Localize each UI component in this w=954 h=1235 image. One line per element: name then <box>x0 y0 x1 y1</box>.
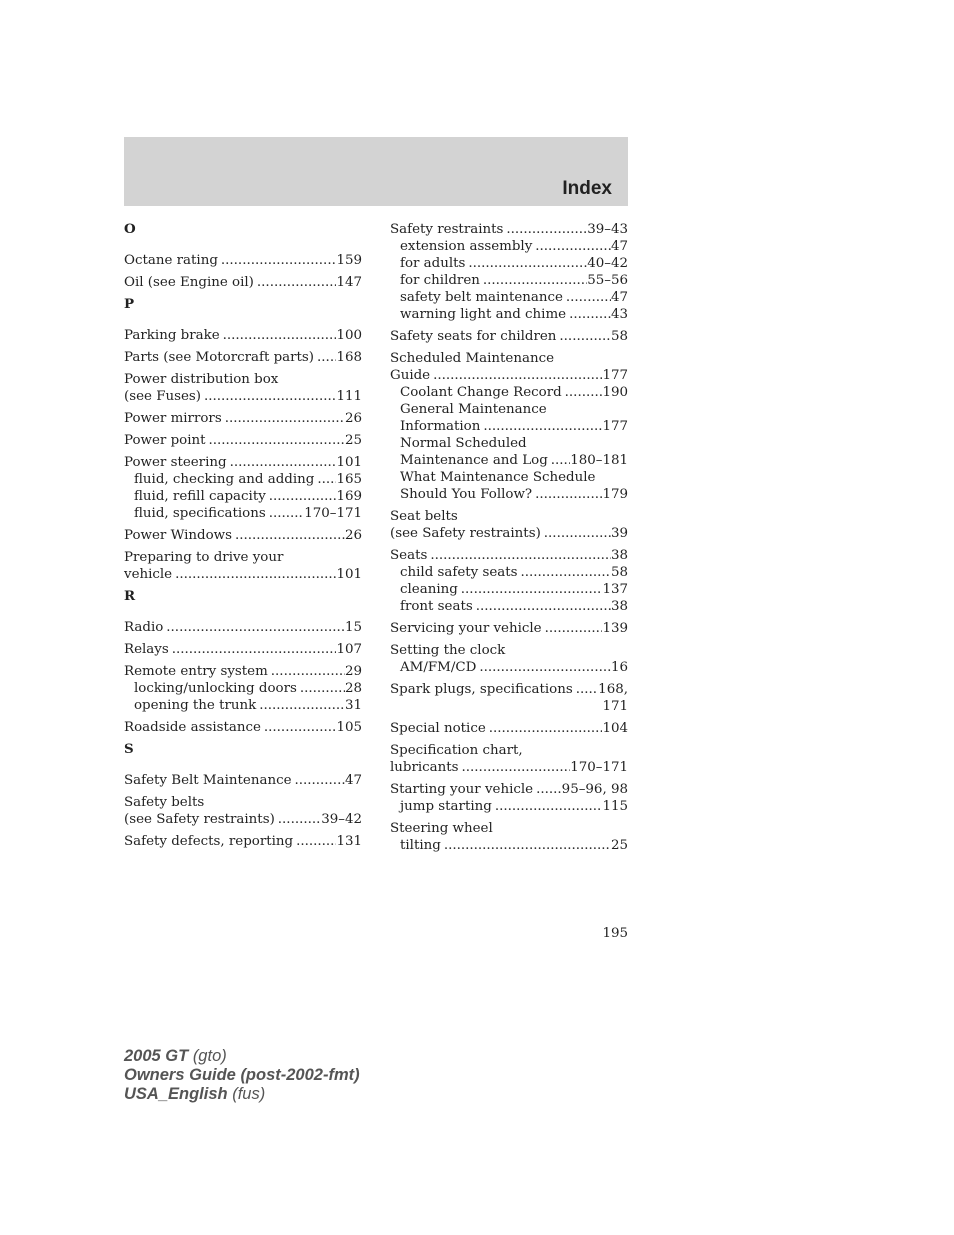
index-subentry-line <box>390 486 628 503</box>
dot-leader <box>264 719 337 736</box>
index-page-ref: 31 <box>344 698 362 713</box>
index-term: AM/FM/CD <box>400 660 477 675</box>
index-subentry-line <box>390 255 628 272</box>
index-page-ref: 47 <box>344 773 362 788</box>
dot-leader <box>495 798 603 815</box>
index-page-ref: 180–181 <box>570 453 628 468</box>
dot-leader <box>536 781 562 798</box>
index-subentry-line <box>390 581 628 598</box>
index-term: fluid, refill capacity <box>134 489 266 504</box>
index-term: Remote entry system <box>124 664 268 679</box>
index-term: vehicle <box>124 567 173 582</box>
index-page-ref: 171 <box>602 699 628 714</box>
index-entry <box>124 349 362 366</box>
index-term: (see Fuses) <box>124 389 202 404</box>
dot-leader <box>535 238 611 255</box>
index-term: jump starting <box>400 799 492 814</box>
index-term: Safety Belt Maintenance <box>124 773 292 788</box>
index-entry <box>124 772 362 789</box>
dot-leader <box>551 452 570 469</box>
dot-leader <box>175 566 336 583</box>
index-subentry-line <box>390 435 628 452</box>
index-entry-line <box>124 619 362 636</box>
index-page-ref: 115 <box>602 799 628 814</box>
index-page-ref: 39 <box>610 526 628 541</box>
index-page-ref: 101 <box>336 567 362 582</box>
index-entry <box>390 221 628 323</box>
index-subentry-line <box>390 384 628 401</box>
index-subentry-line <box>390 564 628 581</box>
index-page-ref: 28 <box>344 681 362 696</box>
index-page-ref: 168, <box>598 682 628 697</box>
index-entry-line <box>390 350 628 367</box>
index-page-ref: 16 <box>610 660 628 675</box>
index-entry-line <box>124 549 362 566</box>
index-page-ref: 177 <box>602 419 628 434</box>
index-term: Power steering <box>124 455 227 470</box>
index-term: (see Safety restraints) <box>124 812 275 827</box>
dot-leader <box>544 525 611 542</box>
index-term: extension assembly <box>400 239 533 254</box>
index-page-ref: 131 <box>336 834 362 849</box>
index-entry <box>390 350 628 503</box>
index-entry-line <box>390 642 628 659</box>
index-subentry-line <box>390 401 628 418</box>
footer-line-1: 2005 GT (gto) <box>124 1047 227 1065</box>
index-entry <box>124 410 362 427</box>
dot-leader <box>489 720 603 737</box>
index-term: lubricants <box>390 760 459 775</box>
index-subentry-line <box>390 659 628 676</box>
dot-leader <box>430 547 611 564</box>
index-entry-line <box>124 566 362 583</box>
index-term: cleaning <box>400 582 458 597</box>
index-page-ref: 169 <box>336 489 362 504</box>
index-page-ref: 105 <box>336 720 362 735</box>
index-term: Guide <box>390 368 431 383</box>
index-entry-line <box>390 508 628 525</box>
index-term: warning light and chime <box>400 307 567 322</box>
index-term: fluid, checking and adding <box>134 472 315 487</box>
index-subentry-line <box>390 837 628 854</box>
dot-leader <box>444 837 611 854</box>
index-subentry-line <box>390 238 628 255</box>
index-letter-heading: R <box>124 588 136 604</box>
index-page-ref: 100 <box>336 328 362 343</box>
index-term: Specification chart, <box>390 743 523 758</box>
index-term: Starting your vehicle <box>390 782 534 797</box>
index-term: General Maintenance <box>400 402 547 417</box>
index-page-ref: 15 <box>344 620 362 635</box>
index-entry <box>390 681 628 715</box>
index-entry-line <box>390 781 628 798</box>
dot-leader <box>295 772 345 789</box>
index-entry <box>390 720 628 737</box>
index-page-ref: 139 <box>602 621 628 636</box>
dot-leader <box>468 255 587 272</box>
index-term: Seats <box>390 548 428 563</box>
index-entry-line <box>124 811 362 828</box>
index-entry-line <box>390 525 628 542</box>
index-entry-line <box>390 221 628 238</box>
index-page-ref: 95–96, 98 <box>561 782 628 797</box>
dot-leader <box>476 598 611 615</box>
index-entry-line <box>390 742 628 759</box>
index-entry-line <box>124 410 362 427</box>
index-page-ref: 25 <box>344 433 362 448</box>
dot-leader <box>296 833 336 850</box>
index-entry <box>124 454 362 522</box>
dot-leader <box>565 384 603 401</box>
index-entry <box>390 742 628 776</box>
page-number: 195 <box>602 926 628 941</box>
index-entry-line <box>390 547 628 564</box>
index-entry-line <box>124 327 362 344</box>
index-entry <box>124 549 362 583</box>
index-page-ref: 40–42 <box>587 256 628 271</box>
index-entry-line <box>124 349 362 366</box>
index-subentry-line <box>390 289 628 306</box>
index-entry <box>390 820 628 854</box>
index-term: Power mirrors <box>124 411 222 426</box>
index-entry-line <box>390 720 628 737</box>
index-entry-line <box>124 719 362 736</box>
index-page-ref: 111 <box>336 389 362 404</box>
index-page-ref: 39–43 <box>587 222 628 237</box>
index-column-left <box>124 221 362 855</box>
dot-leader <box>483 418 602 435</box>
index-term: opening the trunk <box>134 698 257 713</box>
index-letter-heading: O <box>124 221 136 237</box>
dot-leader <box>521 564 611 581</box>
index-term: safety belt maintenance <box>400 290 563 305</box>
index-entry <box>390 620 628 637</box>
dot-leader <box>278 811 321 828</box>
index-entry <box>124 619 362 636</box>
index-entry <box>390 328 628 345</box>
index-entry <box>390 781 628 815</box>
index-entry-line <box>390 367 628 384</box>
index-entry <box>390 642 628 676</box>
index-term: Maintenance and Log <box>400 453 548 468</box>
index-entry-line <box>124 527 362 544</box>
index-page-ref: 38 <box>610 599 628 614</box>
index-term: Should You Follow? <box>400 487 533 502</box>
index-page-ref: 101 <box>336 455 362 470</box>
index-term: Normal Scheduled <box>400 436 527 451</box>
index-entry-line <box>390 820 628 837</box>
index-term: Coolant Change Record <box>400 385 562 400</box>
index-letter-heading: P <box>124 296 135 312</box>
footer-line-2: Owners Guide (post-2002-fmt) <box>124 1066 360 1084</box>
dot-leader <box>317 349 336 366</box>
index-page-ref: 55–56 <box>587 273 628 288</box>
index-page-ref: 170–171 <box>570 760 628 775</box>
index-page-ref: 58 <box>610 565 628 580</box>
index-entry <box>124 794 362 828</box>
index-page-ref: 137 <box>602 582 628 597</box>
index-subentry-line <box>124 488 362 505</box>
section-title: Index <box>562 178 612 199</box>
index-entry-line <box>124 252 362 269</box>
index-entry <box>124 371 362 405</box>
index-entry-line <box>124 432 362 449</box>
index-term: Power point <box>124 433 206 448</box>
index-entry-line <box>124 663 362 680</box>
dot-leader <box>259 697 345 714</box>
dot-leader <box>230 454 337 471</box>
index-entry <box>390 547 628 615</box>
index-entry-line <box>390 681 628 698</box>
dot-leader <box>569 306 611 323</box>
index-term: Preparing to drive your <box>124 550 284 565</box>
index-term: Setting the clock <box>390 643 506 658</box>
index-entry <box>124 719 362 736</box>
index-term: Relays <box>124 642 169 657</box>
index-page-ref: 147 <box>336 275 362 290</box>
index-term: Power Windows <box>124 528 232 543</box>
index-term: child safety seats <box>400 565 518 580</box>
dot-leader <box>576 681 598 698</box>
index-term: Scheduled Maintenance <box>390 351 555 366</box>
index-entry <box>124 833 362 850</box>
index-subentry-line <box>390 272 628 289</box>
index-page-ref: 168 <box>336 350 362 365</box>
index-term: Power distribution box <box>124 372 279 387</box>
index-page-ref: 159 <box>336 253 362 268</box>
dot-leader <box>535 486 602 503</box>
index-term: Parts (see Motorcraft parts) <box>124 350 315 365</box>
index-entry <box>390 508 628 542</box>
dot-leader <box>545 620 603 637</box>
index-subentry-line <box>124 697 362 714</box>
dot-leader <box>566 289 611 306</box>
index-entry-line <box>124 454 362 471</box>
index-subentry-line <box>124 471 362 488</box>
index-entry <box>124 432 362 449</box>
index-page-ref: 43 <box>610 307 628 322</box>
section-header <box>124 137 628 206</box>
index-entry-line <box>390 698 628 715</box>
index-page-ref: 170–171 <box>304 506 362 521</box>
index-term: Servicing your vehicle <box>390 621 542 636</box>
dot-leader <box>235 527 345 544</box>
index-entry-line <box>124 772 362 789</box>
index-page-ref: 107 <box>336 642 362 657</box>
index-term: Safety defects, reporting <box>124 834 294 849</box>
index-page-ref: 47 <box>610 239 628 254</box>
dot-leader <box>225 410 345 427</box>
dot-leader <box>479 659 611 676</box>
index-term: Safety restraints <box>390 222 504 237</box>
index-entry <box>124 641 362 658</box>
dot-leader <box>209 432 345 449</box>
index-subentry-line <box>390 598 628 615</box>
index-term: Radio <box>124 620 164 635</box>
index-page-ref: 165 <box>336 472 362 487</box>
dot-leader <box>166 619 345 636</box>
index-entry-line <box>390 328 628 345</box>
index-term: for adults <box>400 256 466 271</box>
index-term: (see Safety restraints) <box>390 526 541 541</box>
dot-leader <box>559 328 611 345</box>
index-term: locking/unlocking doors <box>134 681 297 696</box>
index-term: Spark plugs, specifications <box>390 682 573 697</box>
dot-leader <box>204 388 336 405</box>
index-subentry-line <box>124 505 362 522</box>
index-entry-line <box>390 620 628 637</box>
index-term: fluid, specifications <box>134 506 266 521</box>
index-page-ref: 179 <box>602 487 628 502</box>
index-entry-line <box>124 371 362 388</box>
dot-leader <box>172 641 337 658</box>
index-term: Seat belts <box>390 509 458 524</box>
index-term: front seats <box>400 599 473 614</box>
index-page-ref: 39–42 <box>321 812 362 827</box>
index-page-ref: 104 <box>602 721 628 736</box>
index-subentry-line <box>390 418 628 435</box>
dot-leader <box>433 367 602 384</box>
index-term: tilting <box>400 838 441 853</box>
index-term: Safety belts <box>124 795 205 810</box>
index-term: Parking brake <box>124 328 220 343</box>
dot-leader <box>269 488 337 505</box>
index-page-ref: 47 <box>610 290 628 305</box>
dot-leader <box>271 663 345 680</box>
index-page-ref: 26 <box>344 411 362 426</box>
index-entry <box>124 663 362 714</box>
index-term: Roadside assistance <box>124 720 261 735</box>
index-entry <box>124 527 362 544</box>
index-page-ref: 58 <box>610 329 628 344</box>
index-page-ref: 25 <box>610 838 628 853</box>
index-term: Octane rating <box>124 253 218 268</box>
index-entry-line <box>124 274 362 291</box>
index-column-right <box>390 221 628 859</box>
dot-leader <box>317 471 336 488</box>
index-letter-heading: S <box>124 741 134 757</box>
index-entry <box>124 327 362 344</box>
index-term: What Maintenance Schedule <box>400 470 596 485</box>
index-entry-line <box>124 794 362 811</box>
index-term: Information <box>400 419 481 434</box>
index-entry-line <box>124 641 362 658</box>
dot-leader <box>223 327 337 344</box>
document-footer <box>124 1047 360 1104</box>
dot-leader <box>221 252 337 269</box>
index-subentry-line <box>390 306 628 323</box>
index-entry-line <box>124 833 362 850</box>
index-entry-line <box>124 388 362 405</box>
index-term: Special notice <box>390 721 486 736</box>
index-term: Oil (see Engine oil) <box>124 275 254 290</box>
index-term: Steering wheel <box>390 821 493 836</box>
dot-leader <box>300 680 345 697</box>
index-page-ref: 29 <box>344 664 362 679</box>
dot-leader <box>462 759 571 776</box>
index-entry <box>124 274 362 291</box>
dot-leader <box>483 272 587 289</box>
dot-leader <box>461 581 603 598</box>
index-entry-line <box>390 759 628 776</box>
dot-leader <box>269 505 304 522</box>
dot-leader <box>506 221 587 238</box>
index-page-ref: 38 <box>610 548 628 563</box>
index-subentry-line <box>390 469 628 486</box>
index-term: Safety seats for children <box>390 329 557 344</box>
footer-line-3: USA_English (fus) <box>124 1085 266 1103</box>
index-entry <box>124 252 362 269</box>
index-page-ref: 177 <box>602 368 628 383</box>
index-term: for children <box>400 273 480 288</box>
index-subentry-line <box>390 452 628 469</box>
index-subentry-line <box>124 680 362 697</box>
index-page-ref: 190 <box>602 385 628 400</box>
index-page-ref: 26 <box>344 528 362 543</box>
index-subentry-line <box>390 798 628 815</box>
dot-leader <box>257 274 337 291</box>
